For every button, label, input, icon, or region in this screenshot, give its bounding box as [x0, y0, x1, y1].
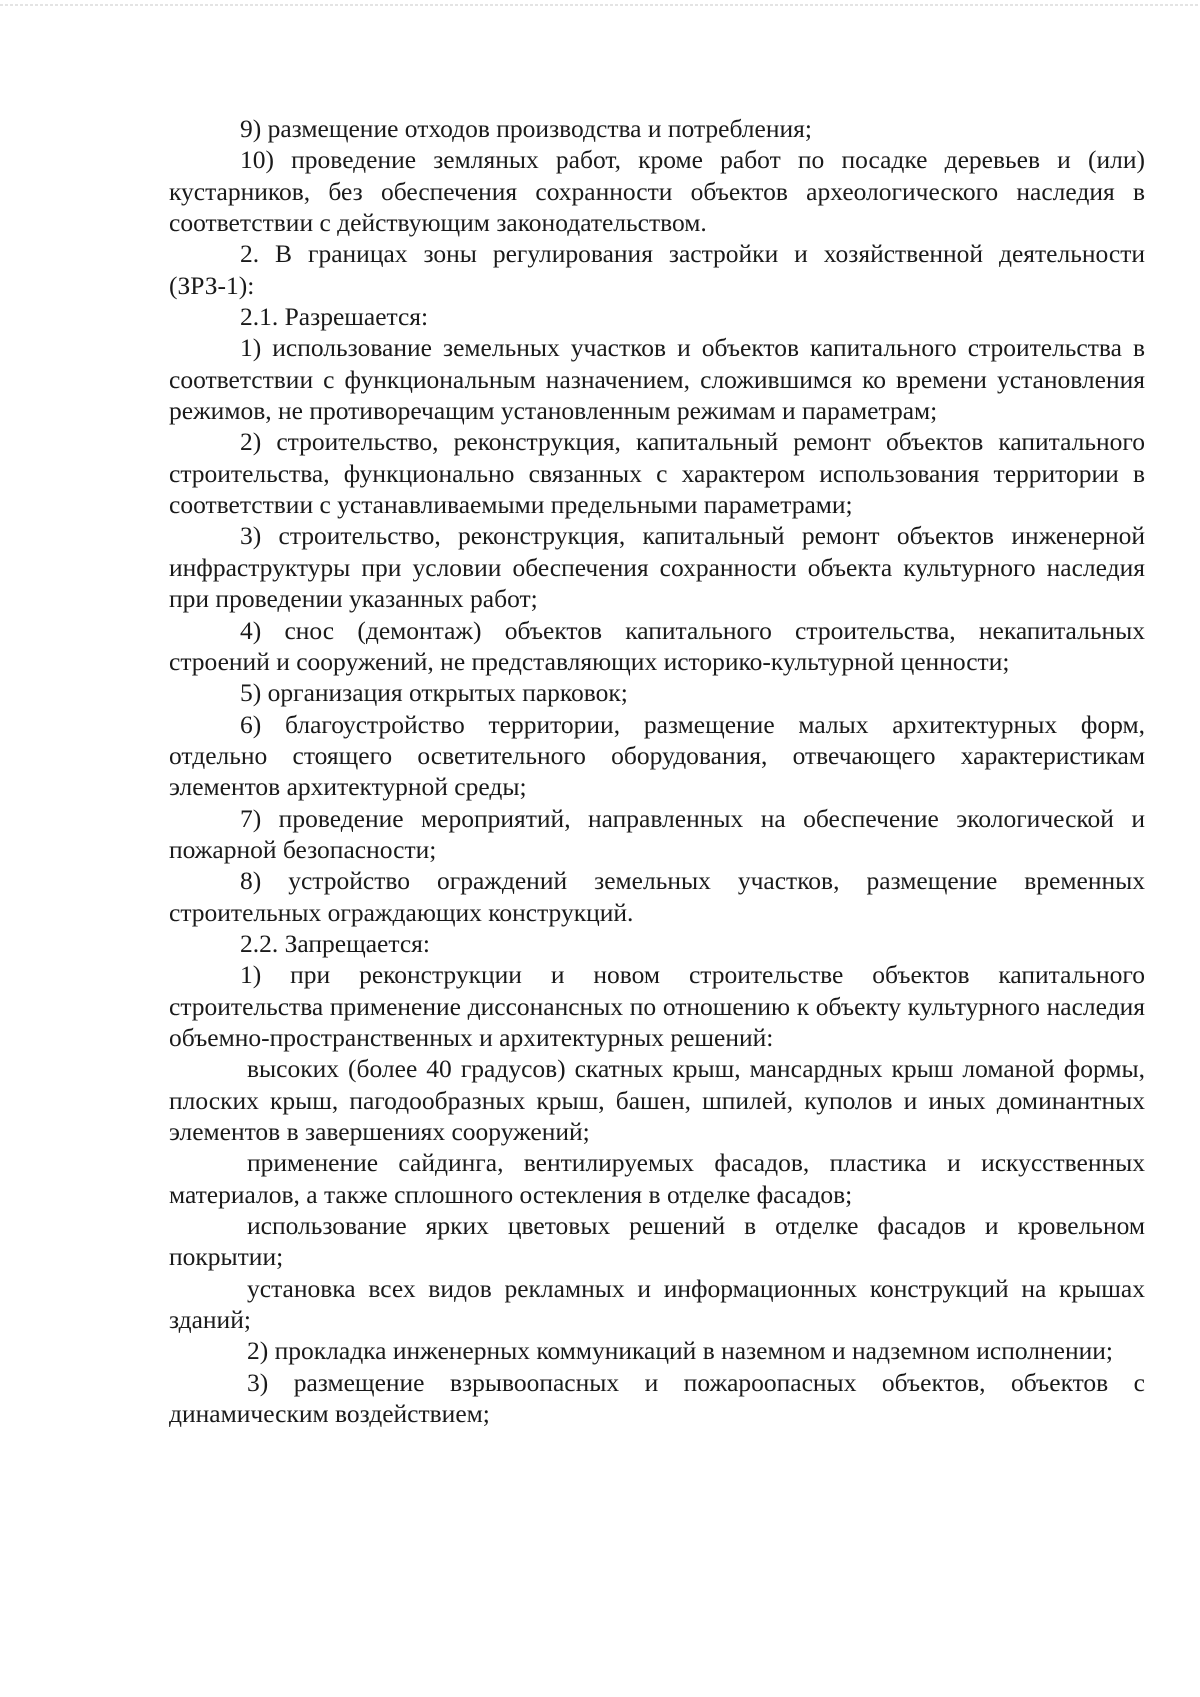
paragraph-prohibited-siding: применение сайдинга, вентилируемых фасадов, пластика и искусственных материалов, а также сплошного остекления в отделке фасадов; — [169, 1148, 1145, 1209]
paragraph-prohibited-advertising: установка всех видов рекламных и информационных конструкций на крышах зданий; — [169, 1273, 1145, 1335]
document-body — [169, 113, 1145, 1429]
paragraph-prohibited-1: 1) при реконструкции и новом строительстве объектов капитального строительства применение диссонансных по отношению к объекту культурного наследия объемно-пространственных и архитектурных решений: — [169, 960, 1145, 1052]
paragraph-allowed-1: 1) использование земельных участков и объектов капитального строительства в соответствии с функциональным назначением, сложившимся ко времени установления режимов, не противоречащим установленным режимам и параметрам; — [169, 333, 1145, 426]
paragraph-item-10-earthworks: 10) проведение земляных работ, кроме работ по посадке деревьев и (или) кустарников, без обеспечения сохранности объектов археологического наследия в соответствии с действующим законодательством. — [169, 145, 1145, 238]
paragraph-allowed-2: 2) строительство, реконструкция, капитальный ремонт объектов капитального строительства, функционально связанных с характером использования территории в соответствии с устанавливаемыми предельными параметрами; — [169, 427, 1145, 520]
paragraph-prohibited-colors: использование ярких цветовых решений в отделке фасадов и кровельном покрытии; — [169, 1211, 1145, 1272]
paragraph-section-2-zone: 2. В границах зоны регулирования застройки и хозяйственной деятельности (ЗРЗ-1): — [169, 239, 1145, 300]
paragraph-item-9-waste: 9) размещение отходов производства и потребления; — [240, 114, 812, 143]
paragraph-allowed-6: 6) благоустройство территории, размещение малых архитектурных форм, отдельно стоящего осветительного оборудования, отвечающего характеристикам элементов архитектурной среды; — [169, 709, 1145, 802]
paragraph-allowed-3: 3) строительство, реконструкция, капитальный ремонт объектов инженерной инфраструктуры при условии обеспечения сохранности объекта культурного наследия при проведении указанных работ; — [169, 521, 1145, 614]
paragraph-prohibited-2: 2) прокладка инженерных коммуникаций в наземном и надземном исполнении; — [247, 1336, 1113, 1366]
paragraph-subsection-2-2: 2.2. Запрещается: — [240, 928, 430, 958]
paragraph-allowed-4: 4) снос (демонтаж) объектов капитального строительства, некапитальных строений и сооружений, не представляющих историко-культурной ценности; — [169, 615, 1145, 676]
paragraph-allowed-8: 8) устройство ограждений земельных участков, размещение временных строительных ограждающих конструкций. — [169, 866, 1145, 927]
paragraph-subsection-2-1: 2.1. Разрешается: — [240, 302, 429, 332]
paragraph-allowed-5: 5) организация открытых парковок; — [240, 678, 628, 708]
paragraph-allowed-7: 7) проведение мероприятий, направленных на обеспечение экологической и пожарной безопасности; — [169, 803, 1145, 864]
paragraph-prohibited-roofs: высоких (более 40 градусов) скатных крыш, мансардных крыш ломаной формы, плоских крыш, пагодообразных крыш, башен, шпилей, куполов и иных доминантных элементов в завершениях сооружений; — [169, 1054, 1145, 1146]
paragraph-prohibited-3: 3) размещение взрывоопасных и пожароопасных объектов, объектов с динамическим воздействием; — [169, 1367, 1145, 1429]
scan-edge — [0, 4, 1200, 6]
